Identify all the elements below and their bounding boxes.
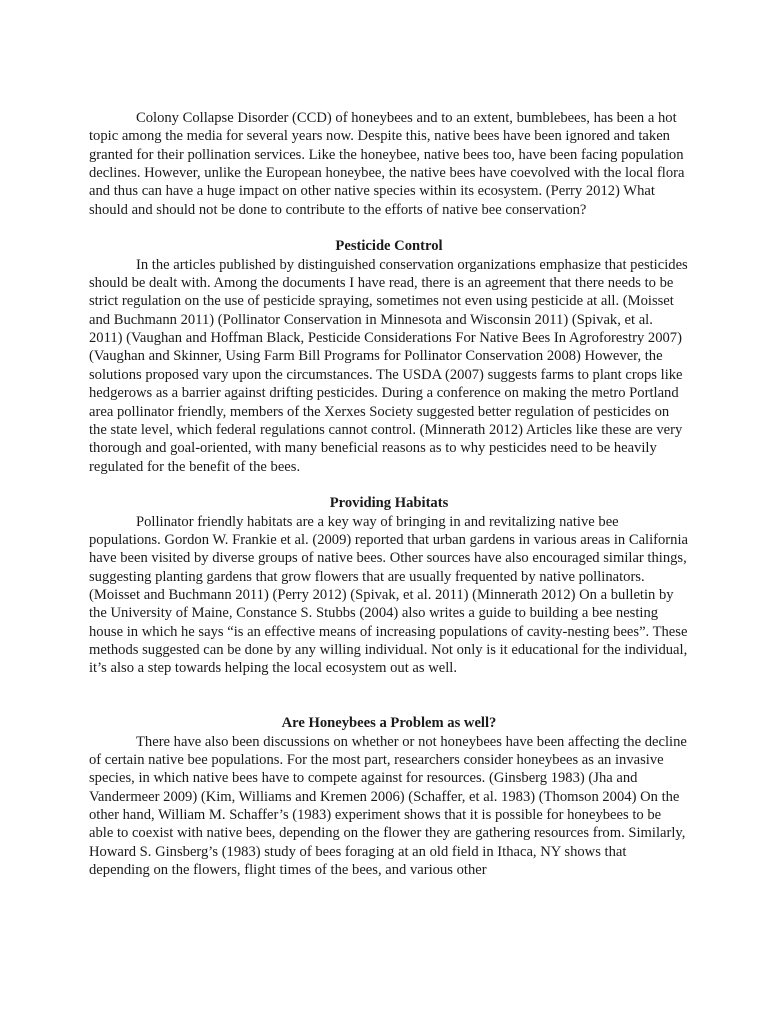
section-body-honeybees-problem: There have also been discussions on whether or not honeybees have been affecting the decline of certain native bee populations. For the most part, researchers consider honeybees as an invasive species, in which native bees have to compete against for resources. (Ginsberg 1983) (Jha and Vandermeer 2009) (Kim, Williams and Kremen 2006) (Schaffer, et al. 1983) (Thomson 2004) On the other hand, William M. Schaffer’s (1983) experiment shows that it is possible for honeybees to be able to coexist with native bees, depending on the flower they are gathering resources from. Similarly, Howard S. Ginsberg’s (1983) study of bees foraging at an old field in Ithaca, NY shows that depending on the flowers, flight times of the bees, and various other bbox=[89, 733, 687, 879]
spacer bbox=[89, 678, 689, 715]
spacer bbox=[89, 219, 689, 237]
section-heading-providing-habitats: Providing Habitats bbox=[329, 495, 449, 512]
intro-paragraph: Colony Collapse Disorder (CCD) of honeybees and to an extent, bumblebees, has been a hot topic among the media for several years now. Despite this, native bees have been ignored and taken granted for their pollination services. Like the honeybee, native bees too, have been facing population declines. However, unlike the European honeybee, the native bees have coevolved with the local flora and thus can have a huge impact on other native species within its ecosystem. (Perry 2012) What should and should not be done to contribute to the efforts of native bee conservation? bbox=[89, 110, 685, 218]
section-body-providing-habitats: Pollinator friendly habitats are a key way of bringing in and revitalizing native bee populations. Gordon W. Frankie et al. (2009) reported that urban gardens in various areas in California have been visited by diverse groups of native bees. Other sources have also encouraged similar things, suggesting planting gardens that grow flowers that are usually frequented by native pollinators. (Moisset and Buchmann 2011) (Perry 2012) (Spivak, et al. 2011) (Minnerath 2012) On a bulletin by the University of Maine, Constance S. Stubbs (2004) also writes a guide to building a bee nesting house in which he says “is an effective means of increasing populations of cavity-nesting bees”. These methods suggested can be done by any willing individual. Not only is it educational for the individual, it’s also a step towards helping the local ecosystem out as well. bbox=[89, 513, 688, 677]
spacer bbox=[89, 476, 689, 494]
section-heading-honeybees-problem: Are Honeybees a Problem as well? bbox=[281, 715, 497, 732]
document-page bbox=[89, 109, 689, 879]
section-heading-pesticide-control: Pesticide Control bbox=[335, 238, 443, 255]
section-body-pesticide-control: In the articles published by distinguished conservation organizations emphasize that pesticides should be dealt with. Among the documents I have read, there is an agreement that there needs to be strict regulation on the use of pesticide spraying, sometimes not even using pesticide at all. (Moisset and Buchmann 2011) (Pollinator Conservation in Minnesota and Wisconsin 2011) (Spivak, et al. 2011) (Vaughan and Hoffman Black, Pesticide Considerations For Native Bees In Agroforestry 2007) (Vaughan and Skinner, Using Farm Bill Programs for Pollinator Conservation 2008) However, the solutions proposed vary upon the circumstances. The USDA (2007) suggests farms to plant crops like hedgerows as a barrier against drifting pesticides. During a conference on making the metro Portland area pollinator friendly, members of the Xerxes Society suggested better regulation of pesticides on the state level, which federal regulations cannot control. (Minnerath 2012) Articles like these are very thorough and goal-oriented, with many beneficial reasons as to why pesticides need to be heavily regulated for the benefit of the bees. bbox=[89, 256, 688, 475]
